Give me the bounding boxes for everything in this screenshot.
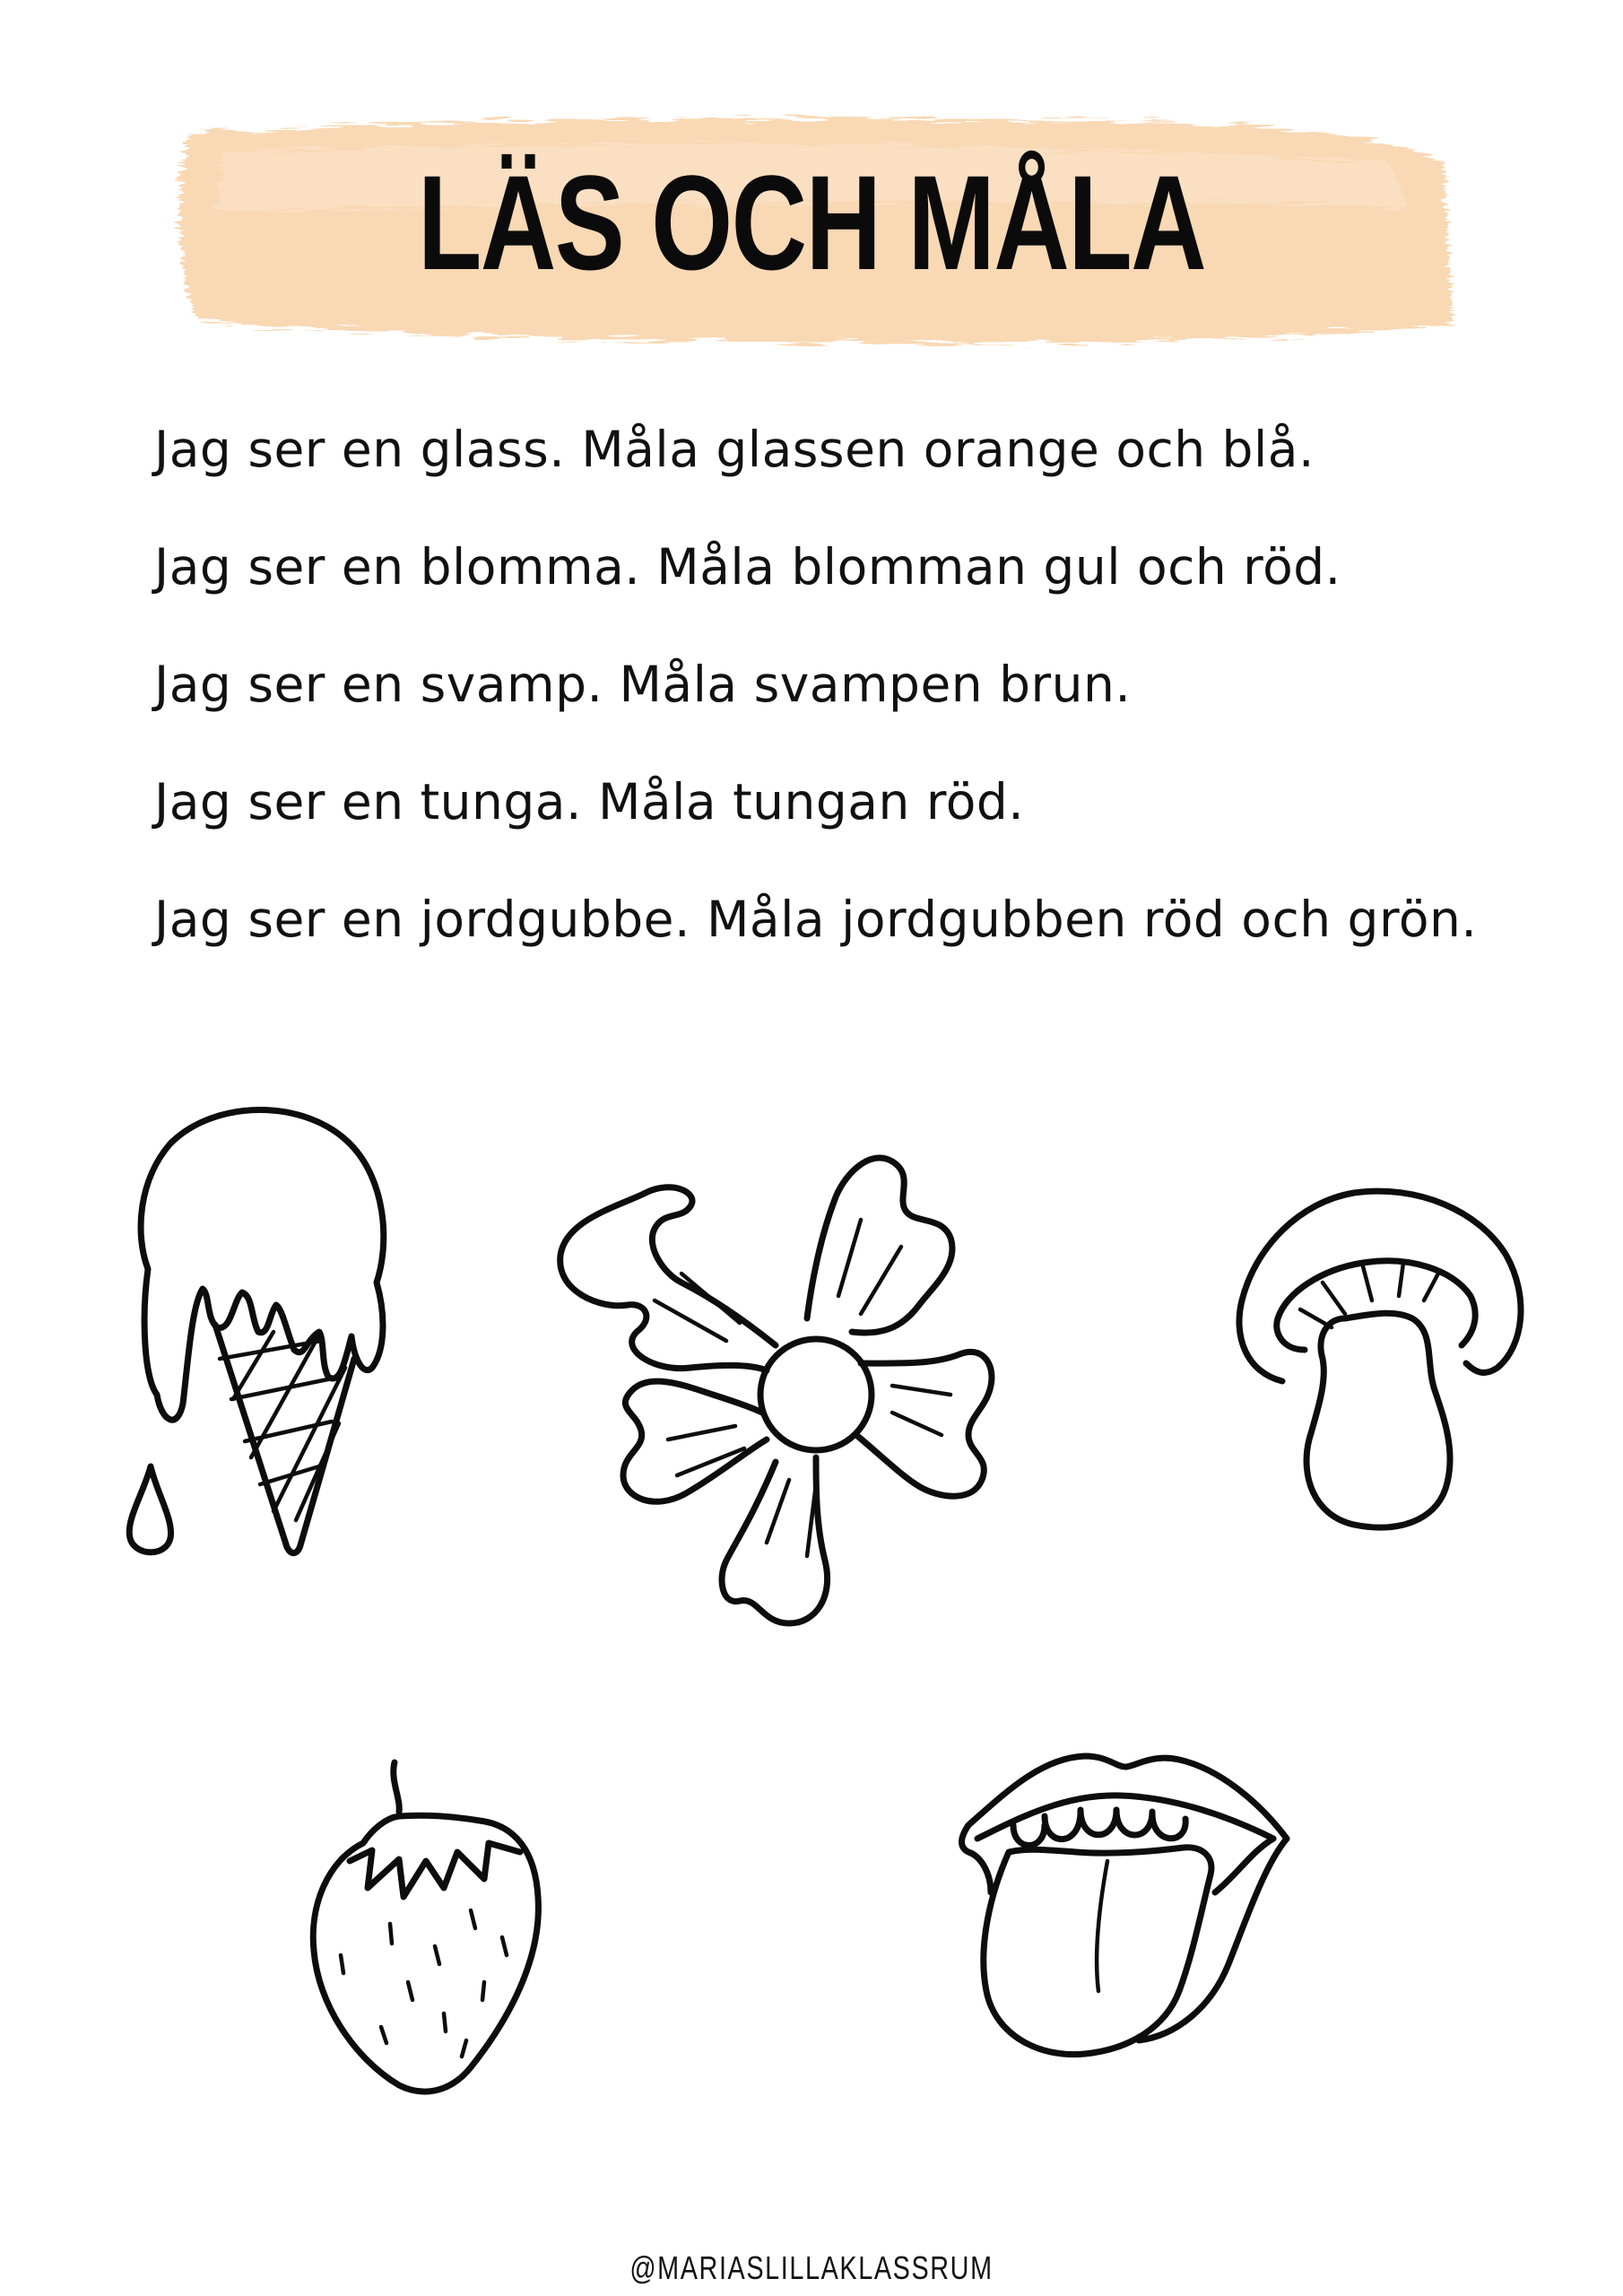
strawberry-drawing: [300, 1744, 560, 2103]
mushroom-drawing: [1219, 1166, 1533, 1561]
ice-cream-drawing: [117, 1090, 412, 1592]
tongue-drawing: [942, 1740, 1300, 2090]
page-title: LÄS OCH MÅLA: [417, 147, 1206, 298]
footer-credit: @MARIASLILLAKLASSRUM: [629, 2249, 994, 2286]
sentence-strawberry: Jag ser en jordgubbe. Måla jordgubben röd och grön.: [154, 891, 1478, 948]
sentence-flower: Jag ser en blomma. Måla blomman gul och röd.: [154, 538, 1341, 596]
sentence-tongue: Jag ser en tunga. Måla tungan röd.: [154, 773, 1025, 831]
sentence-list: [154, 420, 1499, 1007]
flower-drawing: [547, 1139, 1076, 1641]
sentence-ice-cream: Jag ser en glass. Måla glassen orange och blå.: [154, 421, 1315, 478]
title-banner: [152, 99, 1471, 368]
sentence-mushroom: Jag ser en svamp. Måla svampen brun.: [154, 656, 1132, 713]
